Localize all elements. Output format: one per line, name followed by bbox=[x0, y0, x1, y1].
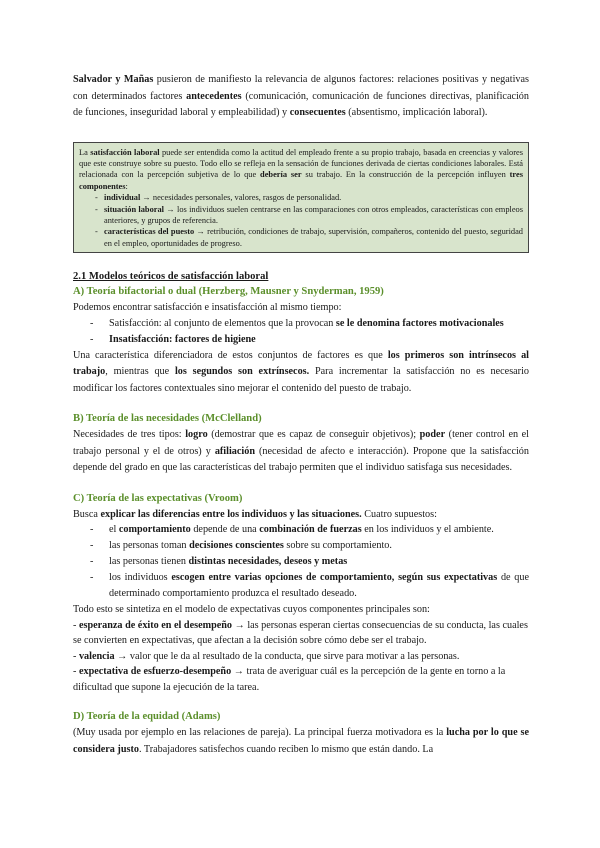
list-item: - las personas tienen distintas necesidades, deseos y metas bbox=[90, 556, 348, 568]
section-title: 2.1 Modelos teóricos de satisfacción laboral bbox=[73, 271, 269, 283]
list-item: - situación laboral → los individuos suelen centrarse en las comparaciones con otros empleados, características con empleos anteriores, y grupos de referencia. bbox=[95, 204, 523, 225]
list-item: - características del puesto → retribución, condiciones de trabajo, supervisión, compañeros, contenido del puesto, seguridad en el empleo, oportunidades de progreso. bbox=[95, 227, 523, 248]
definition-box bbox=[73, 142, 529, 254]
list-item: - individual → necesidades personales, valores, rasgos de personalidad. bbox=[95, 193, 342, 203]
theory-a-paragraph: Una característica diferenciadora de estos conjuntos de factores es que los primeros son intrínsecos al trabajo, mientras que los segundos son extrínsecos. Para incrementar la satisfacción no es necesario modificar los factores contextuales sino mejorar el contenido del puesto de trabajo. bbox=[73, 349, 530, 394]
theory-c-lead: Busca explicar las diferencias entre los individuos y las situaciones. Cuatro supuestos: bbox=[73, 508, 437, 520]
theory-b-paragraph: Necesidades de tres tipos: logro (demostrar que es capaz de conseguir objetivos); poder (tener control en el trabajo personal y el de otros) y afiliación (necesidad de afecto e interacción). Propone que la satisfacción depende del grado en que las características del trabajo permiten que el individuo satisfaga sus necesidades. bbox=[73, 429, 529, 474]
theory-a-list bbox=[73, 316, 529, 348]
component-item: - valencia → valor que le da al resultado de la conducta, que sirve para motivar a las personas. bbox=[73, 650, 460, 662]
component-item: - expectativa de esfuerzo-desempeño → trata de averiguar cuál es la percepción de la gente en torno a la dificultad que supone la ejecución de la tarea. bbox=[73, 666, 506, 693]
list-item: - Satisfacción: al conjunto de elementos que la provocan se le denomina factores motivacionales bbox=[90, 317, 504, 329]
definition-text: La satisfacción laboral puede ser entendida como la actitud del empleado frente a su propio trabajo, basada en creencias y valores que este construye sobre su puesto. Todo ello se refleja en la sensación de funciones derivada de ciertas condiciones laborales. Está relacionada con la percepción subjetiva de lo que debería ser su trabajo. En la construcción de la percepción influyen tres componentes: bbox=[79, 147, 523, 191]
theory-a-lead: Podemos encontrar satisfacción e insatisfacción al mismo tiempo: bbox=[73, 302, 342, 314]
heading-theory-d: D) Teoría de la equidad (Adams) bbox=[73, 711, 221, 723]
list-item: - los individuos escogen entre varias opciones de comportamiento, según sus expectativas de que determinado comportamiento produzca el resultado deseado. bbox=[90, 572, 529, 600]
list-item: - las personas toman decisiones conscientes sobre su comportamiento. bbox=[90, 540, 392, 552]
heading-theory-b: B) Teoría de las necesidades (McClelland) bbox=[73, 413, 262, 425]
list-item: - Insatisfacción: factores de higiene bbox=[90, 333, 256, 345]
intro-paragraph: Salvador y Mañas pusieron de manifiesto la relevancia de algunos factores: relaciones positivas y negativas con determinados factores antecedentes (comunicación, comunicación de funciones directivas, planificación de funciones, inseguridad laboral y empleabilidad) y consecuentes (absentismo, implicación laboral). bbox=[73, 74, 529, 118]
list-item: - el comportamiento depende de una combinación de fuerzas en los individuos y el ambiente. bbox=[90, 524, 494, 536]
intro-names: Salvador y Mañas bbox=[73, 74, 154, 85]
component-item: - esperanza de éxito en el desempeño → las personas esperan ciertas consecuencias de su conducta, las cuales se convierten en expectativas, que afectan a la decisión sobre cómo debe ser el trabajo. bbox=[73, 619, 528, 647]
document-page bbox=[73, 72, 529, 758]
theory-c-summary: Todo esto se sintetiza en el modelo de expectativas cuyos componentes principales son: bbox=[73, 604, 430, 616]
theory-d-paragraph: (Muy usada por ejemplo en las relaciones de pareja). La principal fuerza motivadora es la lucha por lo que se considera justo. Trabajadores satisfechos cuando reciben lo mismo que están dando. La bbox=[73, 727, 529, 755]
theory-c-list bbox=[73, 522, 529, 602]
component-list bbox=[79, 192, 523, 249]
heading-theory-a: A) Teoría bifactorial o dual (Herzberg, Mausner y Snyderman, 1959) bbox=[73, 286, 384, 298]
heading-theory-c: C) Teoría de las expectativas (Vroom) bbox=[73, 492, 243, 504]
